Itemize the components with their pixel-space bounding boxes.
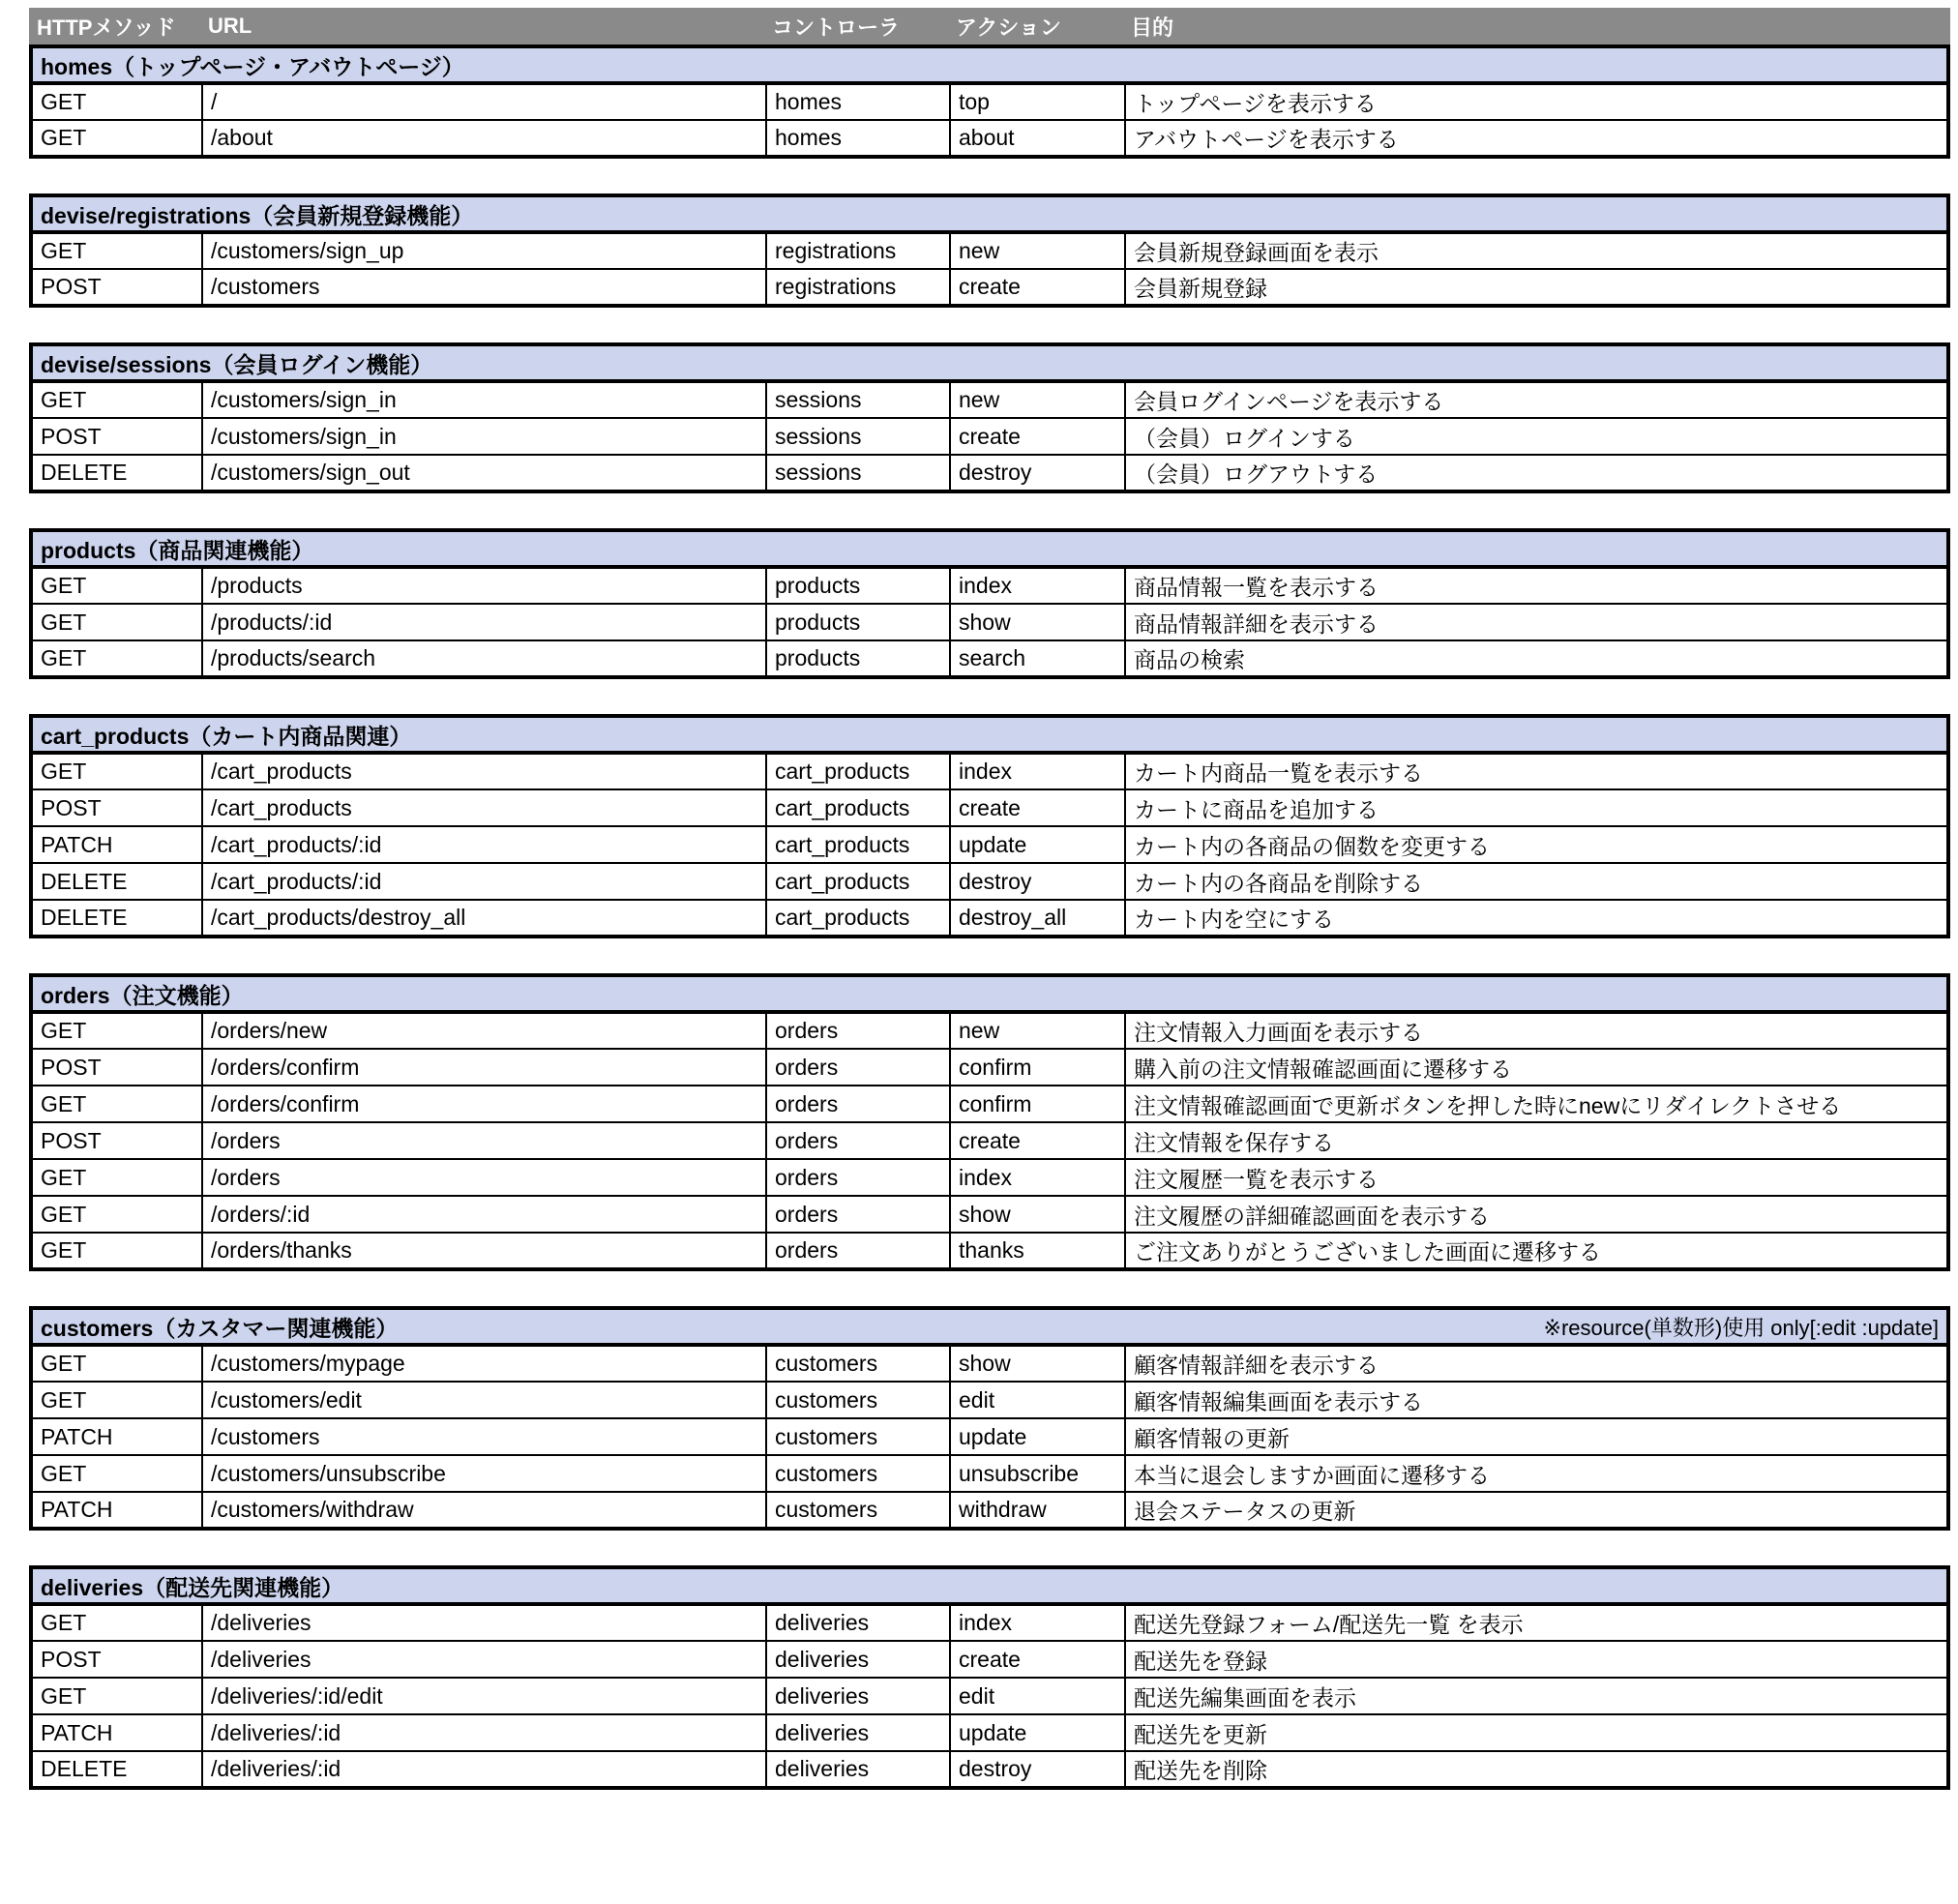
cell-action: index — [950, 1604, 1125, 1641]
cell-action: top — [950, 83, 1125, 120]
table-row — [31, 1604, 1948, 1641]
section-header-row — [31, 530, 1948, 567]
cell-purpose: トップページを表示する — [1125, 83, 1948, 120]
table-row — [31, 826, 1948, 863]
cell-method: POST — [31, 1122, 202, 1159]
section-header-row — [31, 46, 1948, 83]
cell-purpose: 会員ログインページを表示する — [1125, 381, 1948, 418]
cell-method: GET — [31, 381, 202, 418]
section-header-cell — [31, 344, 1948, 381]
cell-action: create — [950, 1122, 1125, 1159]
column-header-tr — [29, 8, 1950, 45]
section-header-cell — [31, 1308, 1948, 1345]
table-row — [31, 789, 1948, 826]
sections-container — [29, 45, 1950, 1790]
cell-method: GET — [31, 83, 202, 120]
cell-purpose: 購入前の注文情報確認画面に遷移する — [1125, 1049, 1948, 1086]
cell-action: index — [950, 1159, 1125, 1196]
cell-purpose: 会員新規登録 — [1125, 269, 1948, 306]
table-row — [31, 120, 1948, 157]
cell-url: /orders/:id — [202, 1196, 766, 1233]
section-title: customers（カスタマー関連機能） — [41, 1315, 399, 1341]
cell-purpose: カート内を空にする — [1125, 900, 1948, 937]
cell-action: confirm — [950, 1086, 1125, 1122]
cell-controller: deliveries — [766, 1751, 950, 1788]
cell-purpose: 配送先を更新 — [1125, 1714, 1948, 1751]
cell-url: /customers/sign_out — [202, 455, 766, 491]
cell-controller: orders — [766, 1049, 950, 1086]
table-row — [31, 1159, 1948, 1196]
cell-action: show — [950, 1345, 1125, 1382]
cell-action: thanks — [950, 1233, 1125, 1269]
column-header-row — [29, 8, 1950, 45]
table-row — [31, 455, 1948, 491]
cell-purpose: 注文履歴の詳細確認画面を表示する — [1125, 1196, 1948, 1233]
route-section-table — [29, 1565, 1950, 1790]
cell-action: destroy — [950, 1751, 1125, 1788]
table-row — [31, 863, 1948, 900]
section-rows — [31, 83, 1948, 157]
cell-controller: products — [766, 567, 950, 604]
cell-action: create — [950, 1641, 1125, 1678]
section-header-cell — [31, 195, 1948, 232]
cell-method: PATCH — [31, 1714, 202, 1751]
section-header-inner — [41, 533, 1939, 565]
cell-action: show — [950, 1196, 1125, 1233]
section-header-cell — [31, 975, 1948, 1012]
section-header-inner — [41, 198, 1939, 230]
cell-url: /deliveries — [202, 1641, 766, 1678]
route-section-table — [29, 1306, 1950, 1531]
table-row — [31, 1678, 1948, 1714]
section-title: homes（トップページ・アバウトページ） — [41, 53, 464, 79]
table-row — [31, 1382, 1948, 1418]
section-title: devise/sessions（会員ログイン機能） — [41, 351, 433, 377]
cell-action: index — [950, 567, 1125, 604]
table-row — [31, 1233, 1948, 1269]
cell-url: /about — [202, 120, 766, 157]
cell-method: DELETE — [31, 900, 202, 937]
table-row — [31, 1345, 1948, 1382]
table-row — [31, 1641, 1948, 1678]
cell-action: unsubscribe — [950, 1455, 1125, 1492]
cell-url: /deliveries — [202, 1604, 766, 1641]
section-header-inner — [41, 978, 1939, 1010]
section-rows — [31, 232, 1948, 306]
table-row — [31, 567, 1948, 604]
cell-controller: products — [766, 640, 950, 677]
cell-controller: orders — [766, 1159, 950, 1196]
cell-url: /customers/sign_in — [202, 418, 766, 455]
cell-action: edit — [950, 1678, 1125, 1714]
section-title: deliveries（配送先関連機能） — [41, 1574, 344, 1600]
cell-action: edit — [950, 1382, 1125, 1418]
cell-action: new — [950, 232, 1125, 269]
cell-controller: deliveries — [766, 1604, 950, 1641]
cell-action: destroy_all — [950, 900, 1125, 937]
cell-url: /customers/mypage — [202, 1345, 766, 1382]
cell-action: create — [950, 789, 1125, 826]
section-title: products（商品関連機能） — [41, 537, 314, 563]
cell-purpose: 会員新規登録画面を表示 — [1125, 232, 1948, 269]
cell-method: GET — [31, 604, 202, 640]
column-header-controller: コントローラ — [772, 15, 901, 40]
table-row — [31, 1492, 1948, 1529]
cell-url: /customers/edit — [202, 1382, 766, 1418]
cell-controller: customers — [766, 1455, 950, 1492]
cell-purpose: カートに商品を追加する — [1125, 789, 1948, 826]
table-row — [31, 1751, 1948, 1788]
table-row — [31, 1714, 1948, 1751]
cell-method: GET — [31, 1604, 202, 1641]
cell-controller: cart_products — [766, 789, 950, 826]
cell-controller: products — [766, 604, 950, 640]
section-header-row — [31, 1308, 1948, 1345]
section-header-inner — [41, 1570, 1939, 1602]
cell-controller: cart_products — [766, 826, 950, 863]
table-row — [31, 604, 1948, 640]
cell-url: /products/search — [202, 640, 766, 677]
cell-action: withdraw — [950, 1492, 1125, 1529]
table-row — [31, 900, 1948, 937]
cell-method: DELETE — [31, 863, 202, 900]
cell-action: destroy — [950, 863, 1125, 900]
cell-method: GET — [31, 1196, 202, 1233]
cell-purpose: 退会ステータスの更新 — [1125, 1492, 1948, 1529]
cell-controller: cart_products — [766, 753, 950, 789]
table-row — [31, 1049, 1948, 1086]
cell-url: /customers/sign_up — [202, 232, 766, 269]
cell-url: /orders/new — [202, 1012, 766, 1049]
cell-controller: orders — [766, 1122, 950, 1159]
section-header-inner — [41, 347, 1939, 379]
cell-controller: homes — [766, 120, 950, 157]
cell-purpose: 顧客情報編集画面を表示する — [1125, 1382, 1948, 1418]
section-title: orders（注文機能） — [41, 982, 244, 1008]
cell-action: show — [950, 604, 1125, 640]
section-rows — [31, 381, 1948, 491]
cell-controller: deliveries — [766, 1714, 950, 1751]
cell-url: /customers — [202, 1418, 766, 1455]
cell-controller: customers — [766, 1492, 950, 1529]
cell-controller: sessions — [766, 455, 950, 491]
route-section-table — [29, 193, 1950, 308]
cell-url: /cart_products/:id — [202, 826, 766, 863]
cell-method: GET — [31, 120, 202, 157]
cell-url: /cart_products — [202, 753, 766, 789]
cell-purpose: 商品情報一覧を表示する — [1125, 567, 1948, 604]
cell-purpose: （会員）ログインする — [1125, 418, 1948, 455]
section-header-cell — [31, 716, 1948, 753]
cell-controller: customers — [766, 1345, 950, 1382]
section-header-cell — [31, 530, 1948, 567]
section-note: ※resource(単数形)使用 only[:edit :update] — [1543, 1315, 1939, 1340]
cell-url: / — [202, 83, 766, 120]
cell-method: GET — [31, 1159, 202, 1196]
cell-url: /customers — [202, 269, 766, 306]
section-title: devise/registrations（会員新規登録機能） — [41, 202, 474, 228]
section-rows — [31, 1345, 1948, 1529]
cell-purpose: （会員）ログアウトする — [1125, 455, 1948, 491]
cell-method: POST — [31, 418, 202, 455]
cell-controller: cart_products — [766, 863, 950, 900]
route-section-table — [29, 45, 1950, 159]
cell-method: GET — [31, 1678, 202, 1714]
cell-action: search — [950, 640, 1125, 677]
cell-controller: cart_products — [766, 900, 950, 937]
section-header-cell — [31, 46, 1948, 83]
cell-controller: orders — [766, 1196, 950, 1233]
section-rows — [31, 567, 1948, 677]
cell-url: /products/:id — [202, 604, 766, 640]
section-header-row — [31, 344, 1948, 381]
cell-controller: orders — [766, 1012, 950, 1049]
route-section-table — [29, 714, 1950, 938]
cell-controller: deliveries — [766, 1678, 950, 1714]
cell-url: /customers/unsubscribe — [202, 1455, 766, 1492]
table-row — [31, 1012, 1948, 1049]
cell-method: DELETE — [31, 1751, 202, 1788]
cell-method: GET — [31, 1345, 202, 1382]
cell-url: /orders — [202, 1122, 766, 1159]
cell-method: GET — [31, 640, 202, 677]
cell-purpose: カート内商品一覧を表示する — [1125, 753, 1948, 789]
section-rows — [31, 1604, 1948, 1788]
cell-method: PATCH — [31, 1492, 202, 1529]
cell-url: /cart_products/:id — [202, 863, 766, 900]
cell-url: /customers/sign_in — [202, 381, 766, 418]
cell-url: /products — [202, 567, 766, 604]
cell-controller: orders — [766, 1233, 950, 1269]
cell-url: /deliveries/:id — [202, 1714, 766, 1751]
cell-method: GET — [31, 1012, 202, 1049]
cell-purpose: 本当に退会しますか画面に遷移する — [1125, 1455, 1948, 1492]
cell-method: GET — [31, 1382, 202, 1418]
section-header-inner — [41, 1311, 1939, 1343]
cell-purpose: 顧客情報詳細を表示する — [1125, 1345, 1948, 1382]
route-section-table — [29, 528, 1950, 679]
cell-purpose: 商品の検索 — [1125, 640, 1948, 677]
column-header-purpose: 目的 — [1131, 15, 1174, 40]
cell-purpose: 注文履歴一覧を表示する — [1125, 1159, 1948, 1196]
cell-method: POST — [31, 1641, 202, 1678]
cell-controller: customers — [766, 1382, 950, 1418]
cell-controller: homes — [766, 83, 950, 120]
cell-purpose: カート内の各商品の個数を変更する — [1125, 826, 1948, 863]
table-row — [31, 269, 1948, 306]
cell-method: GET — [31, 753, 202, 789]
table-row — [31, 640, 1948, 677]
table-row — [31, 1418, 1948, 1455]
cell-action: update — [950, 1418, 1125, 1455]
cell-url: /cart_products — [202, 789, 766, 826]
cell-controller: registrations — [766, 232, 950, 269]
cell-purpose: 注文情報を保存する — [1125, 1122, 1948, 1159]
cell-url: /orders/confirm — [202, 1049, 766, 1086]
cell-action: create — [950, 418, 1125, 455]
cell-action: index — [950, 753, 1125, 789]
section-title: cart_products（カート内商品関連） — [41, 723, 412, 749]
cell-purpose: 配送先登録フォーム/配送先一覧 を表示 — [1125, 1604, 1948, 1641]
table-row — [31, 83, 1948, 120]
cell-purpose: 顧客情報の更新 — [1125, 1418, 1948, 1455]
section-header-inner — [41, 49, 1939, 81]
cell-url: /orders — [202, 1159, 766, 1196]
section-header-cell — [31, 1567, 1948, 1604]
cell-method: GET — [31, 567, 202, 604]
cell-url: /customers/withdraw — [202, 1492, 766, 1529]
cell-purpose: カート内の各商品を削除する — [1125, 863, 1948, 900]
column-header-action: アクション — [956, 15, 1061, 40]
section-header-inner — [41, 719, 1939, 751]
cell-method: GET — [31, 232, 202, 269]
section-header-row — [31, 975, 1948, 1012]
cell-controller: orders — [766, 1086, 950, 1122]
cell-url: /deliveries/:id/edit — [202, 1678, 766, 1714]
cell-purpose: 配送先編集画面を表示 — [1125, 1678, 1948, 1714]
cell-purpose: 商品情報詳細を表示する — [1125, 604, 1948, 640]
cell-action: about — [950, 120, 1125, 157]
cell-method: PATCH — [31, 1418, 202, 1455]
table-row — [31, 1122, 1948, 1159]
cell-purpose: 配送先を登録 — [1125, 1641, 1948, 1678]
section-rows — [31, 753, 1948, 937]
section-header-row — [31, 716, 1948, 753]
table-row — [31, 232, 1948, 269]
cell-url: /orders/thanks — [202, 1233, 766, 1269]
cell-url: /cart_products/destroy_all — [202, 900, 766, 937]
cell-controller: sessions — [766, 381, 950, 418]
cell-url: /orders/confirm — [202, 1086, 766, 1122]
cell-action: update — [950, 826, 1125, 863]
table-row — [31, 1086, 1948, 1122]
table-row — [31, 418, 1948, 455]
cell-action: new — [950, 1012, 1125, 1049]
cell-purpose: 注文情報確認画面で更新ボタンを押した時にnewにリダイレクトさせる — [1125, 1086, 1948, 1122]
cell-purpose: 配送先を削除 — [1125, 1751, 1948, 1788]
cell-method: DELETE — [31, 455, 202, 491]
cell-method: POST — [31, 789, 202, 826]
cell-purpose: 注文情報入力画面を表示する — [1125, 1012, 1948, 1049]
route-section-table — [29, 342, 1950, 493]
section-header-row — [31, 195, 1948, 232]
cell-method: POST — [31, 1049, 202, 1086]
cell-controller: sessions — [766, 418, 950, 455]
column-header-url: URL — [208, 14, 252, 38]
cell-method: GET — [31, 1233, 202, 1269]
cell-controller: registrations — [766, 269, 950, 306]
cell-action: destroy — [950, 455, 1125, 491]
table-row — [31, 1196, 1948, 1233]
cell-purpose: アバウトページを表示する — [1125, 120, 1948, 157]
column-header-method: HTTPメソッド — [37, 15, 176, 40]
cell-method: POST — [31, 269, 202, 306]
route-section-table — [29, 973, 1950, 1271]
table-row — [31, 1455, 1948, 1492]
cell-url: /deliveries/:id — [202, 1751, 766, 1788]
cell-action: new — [950, 381, 1125, 418]
table-row — [31, 753, 1948, 789]
cell-method: PATCH — [31, 826, 202, 863]
section-header-row — [31, 1567, 1948, 1604]
section-rows — [31, 1012, 1948, 1269]
cell-purpose: ご注文ありがとうございました画面に遷移する — [1125, 1233, 1948, 1269]
table-row — [31, 381, 1948, 418]
cell-method: GET — [31, 1086, 202, 1122]
cell-action: confirm — [950, 1049, 1125, 1086]
cell-controller: deliveries — [766, 1641, 950, 1678]
cell-controller: customers — [766, 1418, 950, 1455]
cell-method: GET — [31, 1455, 202, 1492]
cell-action: create — [950, 269, 1125, 306]
cell-action: update — [950, 1714, 1125, 1751]
